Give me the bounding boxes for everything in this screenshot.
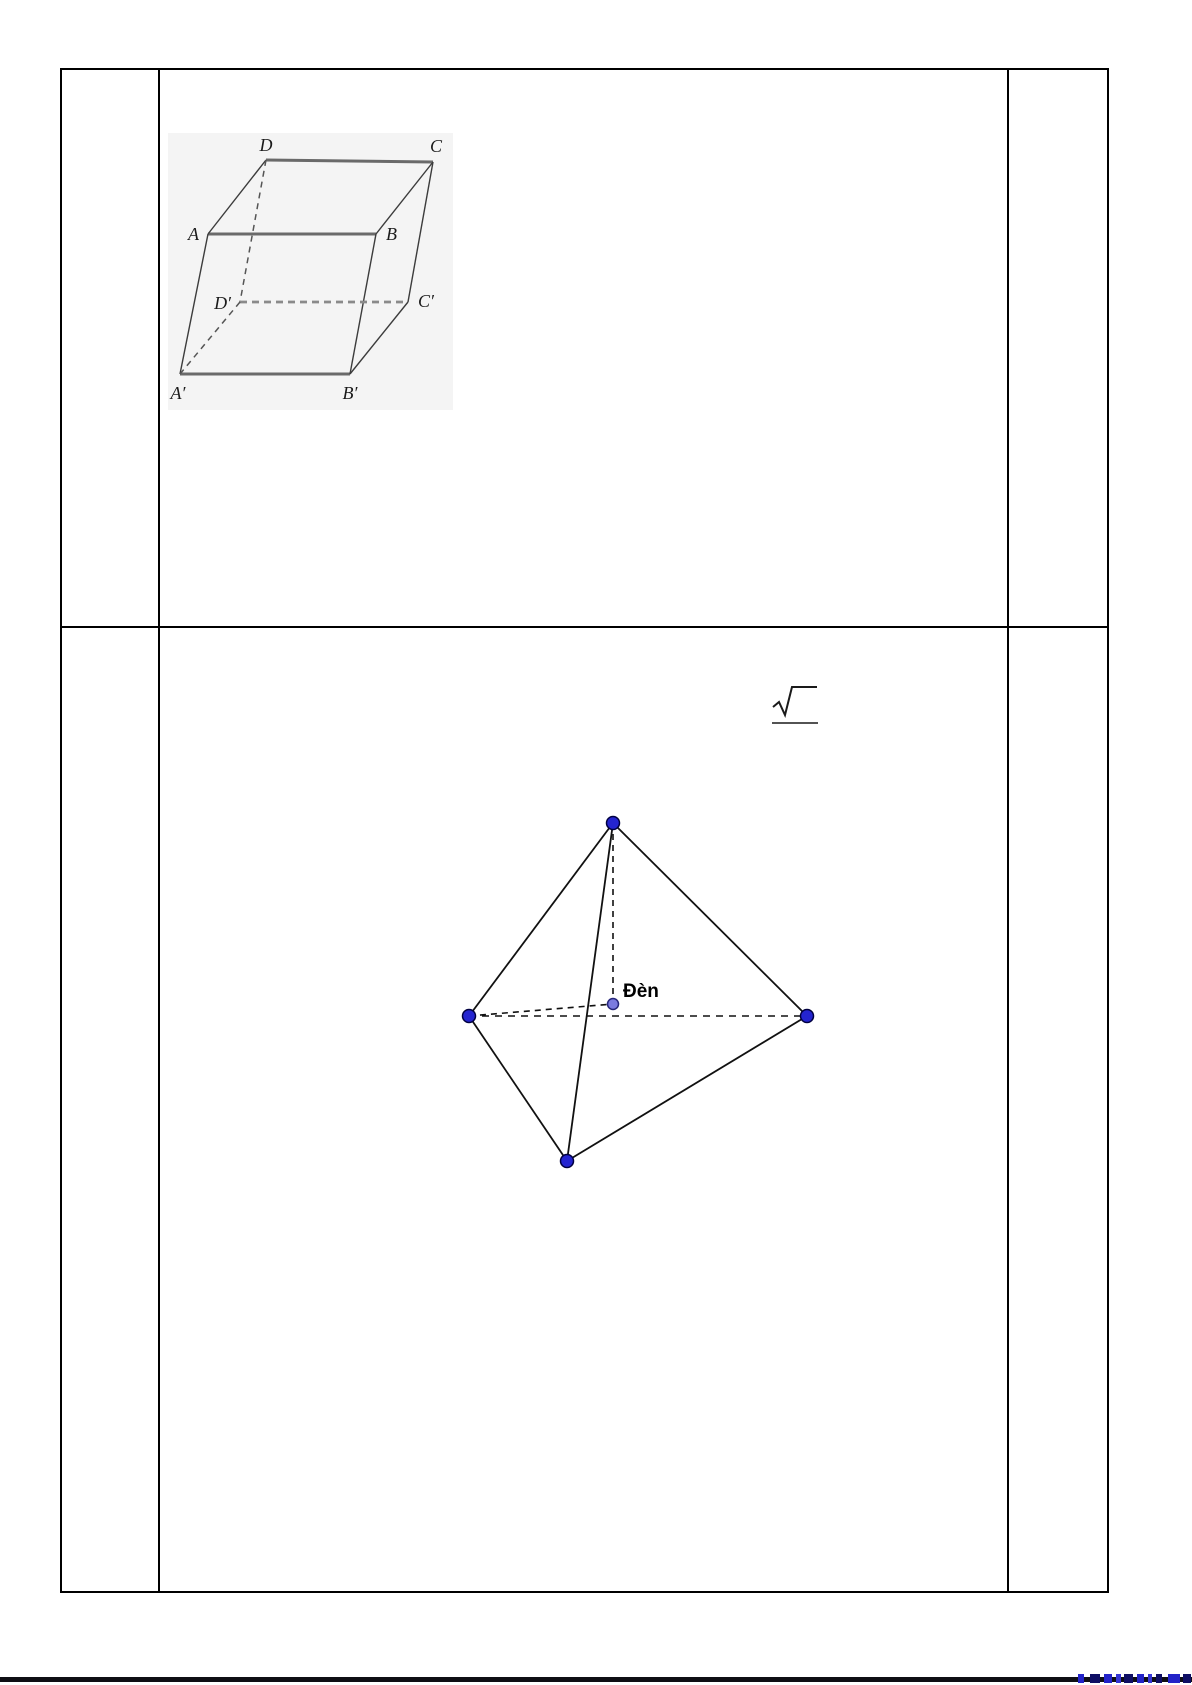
edge-DC [266,160,433,162]
footer-artifact [1156,1674,1162,1683]
lamp-label: Đèn [623,981,659,1002]
footer-artifact [1078,1674,1084,1683]
footer-artifact [1116,1674,1121,1683]
lamp-dot [608,999,619,1010]
footer-artifact-fragments [1075,1674,1192,1685]
vertex-dot-apex [607,817,620,830]
radical-glyph [773,687,817,715]
vertex-label-C: C [429,136,443,156]
footer-artifact [1104,1674,1112,1683]
footer-artifact [1148,1674,1152,1683]
vertex-label-Bp: B′ [342,383,358,403]
edge-DDp-hidden [240,160,266,302]
vertex-label-B: B [386,224,397,244]
vertex-label-D: D [259,135,273,155]
radical-drawing [770,683,822,728]
edge-top-bottom [567,823,613,1161]
parallelepiped-figure [168,133,453,410]
footer-artifact [1137,1674,1144,1683]
edge-CCp [408,162,433,302]
table-column-divider-left [158,70,160,1591]
footer-artifact [1168,1674,1180,1683]
vertex-dot-bottom [561,1155,574,1168]
footer-artifact [1090,1674,1100,1683]
edge-AD [208,160,266,234]
vertex-label-Ap: A′ [170,383,186,403]
vertex-dot-right [801,1010,814,1023]
vertex-label-Dp: D′ [214,293,231,313]
segment-left-lamp [469,1004,613,1016]
table-column-divider-right [1007,70,1009,1591]
parallelepiped-drawing [168,133,453,410]
page-bottom-rule [0,1677,1192,1682]
edge-BpCp [350,302,408,374]
vertex-label-Cp: C′ [418,291,434,311]
table-row-divider [62,626,1107,628]
edge-AAp [180,234,208,374]
tetrahedron-figure [420,750,860,1200]
vertex-dot-left [463,1010,476,1023]
edge-left-bottom [469,1016,567,1161]
footer-artifact [1124,1674,1133,1683]
edge-DpAp-hidden [180,302,240,374]
edge-BBp [350,234,376,374]
tetrahedron-drawing [420,750,860,1200]
edge-BC [376,162,433,234]
vertex-label-A: A [188,224,199,244]
edge-right-bottom [567,1016,807,1161]
radical-icon [770,683,822,728]
footer-artifact [1183,1674,1191,1683]
